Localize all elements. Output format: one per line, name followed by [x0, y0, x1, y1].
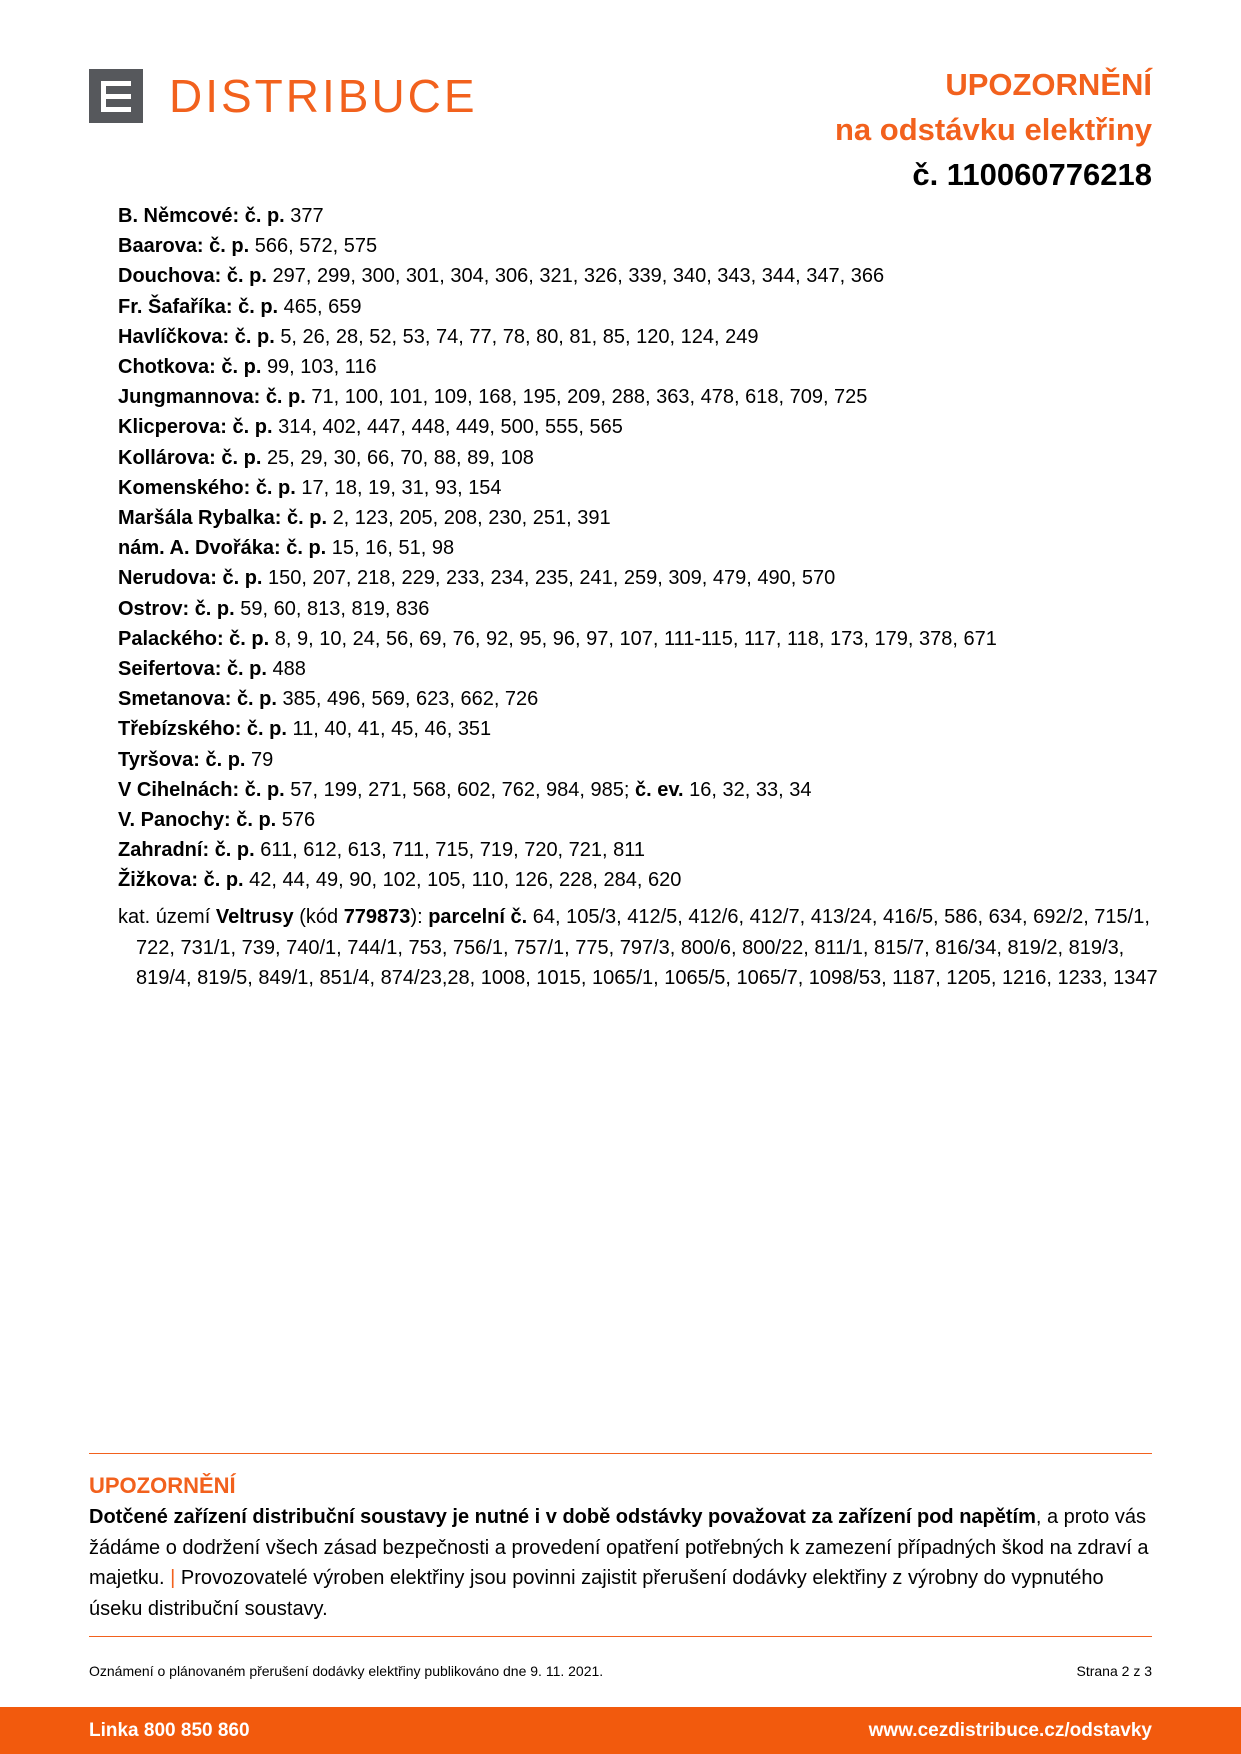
- street-name: B. Němcové:: [118, 205, 240, 227]
- street-name: Maršála Rybalka:: [118, 507, 282, 530]
- street-name: Nerudova:: [118, 567, 217, 590]
- street-name: Chotkova:: [118, 356, 216, 379]
- cadastral-code: 779873: [343, 906, 411, 928]
- street-row: [118, 563, 1158, 593]
- house-number-label: č. p.: [226, 658, 267, 681]
- house-numbers: 25, 29, 30, 66, 70, 88, 89, 108: [266, 446, 534, 469]
- street-name: Třebízského:: [118, 718, 242, 741]
- house-number-label: č. p.: [221, 446, 262, 469]
- house-numbers: 71, 100, 101, 109, 168, 195, 209, 288, 363, 478, 618, 709, 725: [311, 386, 868, 409]
- street-name: V. Panochy:: [118, 809, 231, 832]
- street-name: V Cihelnách:: [118, 778, 240, 801]
- street-row: [118, 412, 1158, 442]
- house-numbers: 2, 123, 205, 208, 230, 251, 391: [332, 507, 611, 530]
- street-row: [118, 322, 1158, 352]
- company-logo: [89, 68, 478, 124]
- house-number-label: č. p.: [209, 235, 250, 258]
- notice-heading: [835, 62, 1152, 197]
- warning-text-part1: , a proto vás žádáme o dodržení všech zásad bezpečnosti a provedení opatření potřebných k zamezení případných škod na zdraví a majetku.: [89, 1506, 1149, 1589]
- house-number-label: č. p.: [238, 295, 279, 318]
- cadastral-entry: [118, 902, 1166, 994]
- street-row: [118, 775, 1158, 805]
- street-name: Baarova:: [118, 235, 204, 258]
- cadastral-prefix: kat. území: [118, 906, 211, 928]
- house-number-label: č. p.: [222, 567, 263, 590]
- house-numbers: 611, 612, 613, 711, 715, 719, 720, 721, 811: [260, 839, 646, 862]
- footer-band: [0, 1707, 1241, 1754]
- house-numbers: 11, 40, 41, 45, 46, 351: [292, 718, 492, 741]
- house-number-label: č. p.: [244, 205, 285, 227]
- cadastral-area: Veltrusy: [215, 906, 294, 928]
- divider-top: [89, 1453, 1152, 1454]
- cadastral-code-prefix: (kód: [299, 906, 339, 928]
- street-row: [118, 503, 1158, 533]
- street-row: [118, 352, 1158, 382]
- house-numbers: 566, 572, 575: [254, 235, 378, 258]
- street-name: Komenského:: [118, 476, 251, 499]
- hotline-number: Linka 800 850 860: [89, 1720, 250, 1741]
- street-list: [118, 201, 1158, 896]
- house-number-label: č. p.: [203, 869, 244, 892]
- house-number-label: č. p.: [229, 627, 270, 650]
- street-row: [118, 654, 1158, 684]
- logo-mark-icon: [89, 69, 143, 123]
- notice-number: č. 110060776218: [912, 157, 1152, 192]
- logo-text: DISTRIBUCE: [169, 70, 478, 122]
- notice-subtitle: na odstávku elektřiny: [834, 112, 1152, 147]
- street-name: Tyršova:: [118, 748, 200, 771]
- parcel-label: parcelní č.: [428, 906, 528, 928]
- house-number-label: č. p.: [221, 356, 262, 379]
- house-number-label: č. p.: [236, 688, 277, 711]
- house-number-label: č. p.: [286, 507, 327, 530]
- street-name: Douchova:: [118, 265, 222, 288]
- house-numbers: 42, 44, 49, 90, 102, 105, 110, 126, 228, 284, 620: [249, 869, 682, 892]
- house-number-label: č. p.: [246, 718, 287, 741]
- street-name: Smetanova:: [118, 688, 232, 711]
- house-numbers: 314, 402, 447, 448, 449, 500, 555, 565: [278, 416, 623, 439]
- house-numbers: 465, 659: [283, 295, 362, 318]
- house-numbers: 488: [272, 658, 306, 681]
- street-row: [118, 745, 1158, 775]
- house-numbers: 99, 103, 116: [266, 356, 377, 379]
- page-number: Strana 2 z 3: [1076, 1663, 1152, 1679]
- street-name: Kollárova:: [118, 446, 216, 469]
- house-numbers: 576: [281, 809, 316, 832]
- street-row: [118, 624, 1158, 654]
- notice-title: UPOZORNĚNÍ: [945, 67, 1152, 102]
- house-number-label: č. p.: [244, 778, 285, 801]
- street-name: Fr. Šafaříka:: [118, 295, 233, 318]
- house-number-label: č. p.: [286, 537, 327, 560]
- house-numbers: 297, 299, 300, 301, 304, 306, 321, 326, 339, 340, 343, 344, 347, 366: [272, 265, 885, 288]
- house-numbers: 5, 26, 28, 52, 53, 74, 77, 78, 80, 81, 85, 120, 124, 249: [280, 325, 759, 348]
- street-row: [118, 805, 1158, 835]
- street-row: [118, 201, 1158, 231]
- divider-bottom: [89, 1636, 1152, 1637]
- street-row: [118, 231, 1158, 261]
- warning-text-part2: Provozovatelé výroben elektřiny jsou povinni zajistit přerušení dodávky elektřiny z výrobny do vypnutého úseku distribuční soustavy.: [89, 1567, 1104, 1620]
- house-numbers: 17, 18, 19, 31, 93, 154: [301, 476, 502, 499]
- street-row: [118, 473, 1158, 503]
- evidence-number-label: č. ev.: [635, 778, 684, 801]
- house-numbers: 59, 60, 813, 819, 836: [240, 597, 430, 620]
- street-name: nám. A. Dvořáka:: [118, 537, 281, 560]
- publication-note: Oznámení o plánovaném přerušení dodávky elektřiny publikováno dne 9. 11. 2021.: [89, 1663, 604, 1679]
- house-numbers: 377: [290, 205, 324, 227]
- parcel-numbers: 64, 105/3, 412/5, 412/6, 412/7, 413/24, 416/5, 586, 634, 692/2, 715/1, 722, 731/1, 739, 740/1, 744/1, 753, 756/1, 757/1, 775, 797/3, 800/6, 800/22, 811/1, 815/7, 816/34, 819/2, 819/3, 819/4, 819/5, 849/1, 851/4, 874/23,28, 1008, 1015, 1065/1, 1065/5, 1065/7, 1098/53, 1187, 1205, 1216, 1233, 1347: [136, 906, 1158, 989]
- evidence-numbers: 16, 32, 33, 34: [689, 778, 812, 801]
- street-name: Zahradní:: [118, 839, 210, 862]
- house-numbers: 385, 496, 569, 623, 662, 726: [282, 688, 539, 711]
- house-number-label: č. p.: [194, 597, 235, 620]
- street-name: Žižkova:: [118, 869, 199, 892]
- house-number-label: č. p.: [265, 386, 306, 409]
- house-number-label: č. p.: [205, 748, 246, 771]
- house-number-label: č. p.: [226, 265, 267, 288]
- street-name: Jungmannova:: [118, 386, 261, 409]
- street-row: [118, 684, 1158, 714]
- street-row: [118, 443, 1158, 473]
- house-numbers: 150, 207, 218, 229, 233, 234, 235, 241, 259, 309, 479, 490, 570: [268, 567, 836, 590]
- house-numbers: 79: [251, 748, 274, 771]
- house-number-label: č. p.: [234, 325, 275, 348]
- house-number-label: č. p.: [214, 839, 255, 862]
- warning-text: [89, 1502, 1152, 1624]
- street-row: [118, 261, 1158, 291]
- cadastral-code-suffix: ):: [410, 906, 423, 928]
- house-number-label: č. p.: [255, 476, 296, 499]
- house-numbers: 57, 199, 271, 568, 602, 762, 984, 985;: [290, 778, 630, 801]
- house-numbers: 8, 9, 10, 24, 56, 69, 76, 92, 95, 96, 97, 107, 111-115, 117, 118, 173, 179, 378, 671: [274, 627, 997, 650]
- house-numbers: 15, 16, 51, 98: [331, 537, 455, 560]
- website-link[interactable]: www.cezdistribuce.cz/odstavky: [868, 1720, 1152, 1741]
- house-number-label: č. p.: [236, 809, 277, 832]
- house-number-label: č. p.: [232, 416, 273, 439]
- warning-separator: |: [170, 1567, 176, 1589]
- street-name: Klicperova:: [118, 416, 227, 439]
- warning-bold-text: Dotčené zařízení distribuční soustavy je nutné i v době odstávky považovat za zařízení pod napětím: [89, 1506, 1036, 1528]
- street-name: Ostrov:: [118, 597, 190, 620]
- street-row: [118, 835, 1158, 865]
- street-row: [118, 292, 1158, 322]
- street-name: Palackého:: [118, 627, 224, 650]
- street-row: [118, 594, 1158, 624]
- street-row: [118, 382, 1158, 412]
- street-name: Havlíčkova:: [118, 325, 230, 348]
- street-row: [118, 533, 1158, 563]
- warning-title: UPOZORNĚNÍ: [89, 1473, 236, 1498]
- street-name: Seifertova:: [118, 658, 222, 681]
- street-row: [118, 714, 1158, 744]
- street-row: [118, 865, 1158, 895]
